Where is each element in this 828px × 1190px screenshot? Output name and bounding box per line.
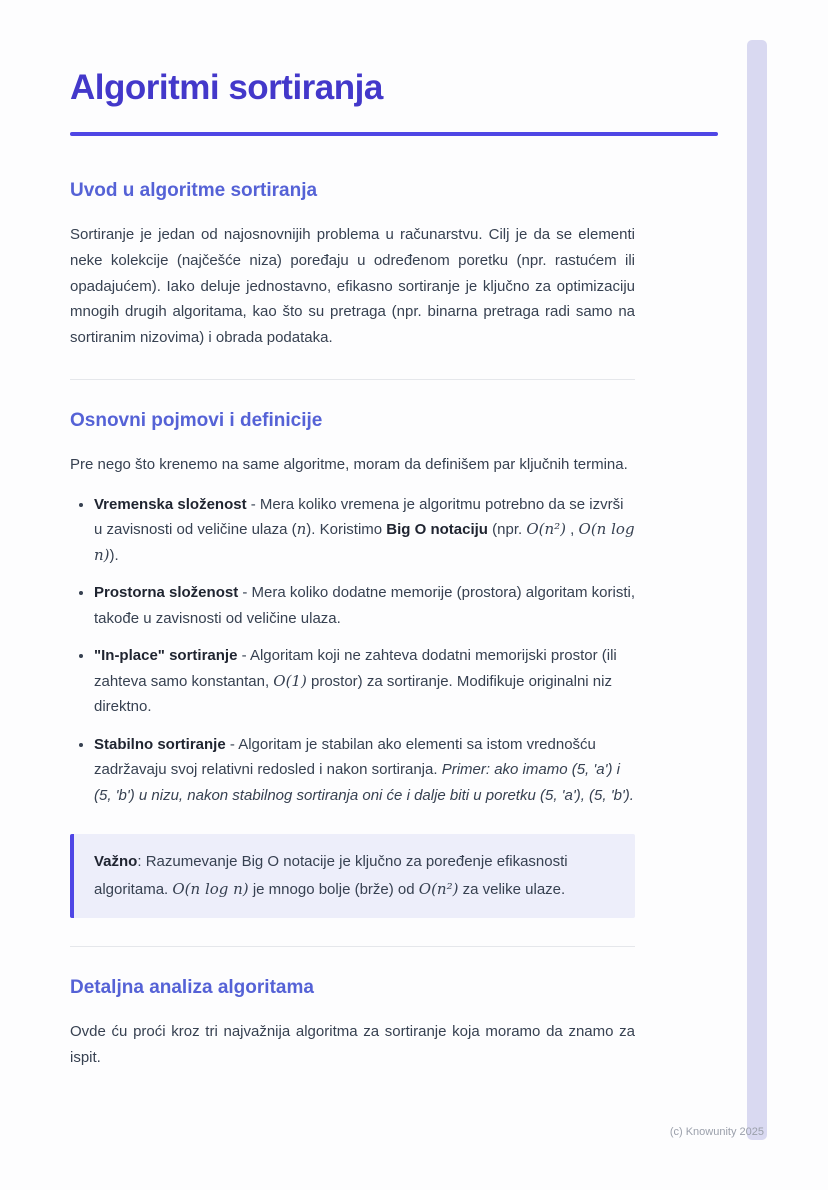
definition-text: - Algoritam je stabilan ako elementi sa istom vrednošću zadržavaju svoj relativni redosled i nakon sortiranja. [94, 735, 596, 779]
math-expression: O(1) [273, 671, 307, 690]
section-divider [70, 946, 635, 947]
term-label: Prostorna složenost [94, 584, 239, 602]
definition-text: prostor) za sortiranje. Modifikuje originalni niz direktno. [94, 672, 612, 716]
callout-body-text: za velike ulaze. [458, 881, 566, 899]
definition-text: ). [109, 546, 119, 564]
term-label: Vremenska složenost [94, 495, 247, 513]
definition-inplace-sorting [94, 643, 635, 720]
section-heading-concepts: Osnovni pojmovi i definicije [70, 409, 323, 431]
section-heading-analysis: Detaljna analiza algoritama [70, 976, 314, 998]
analysis-paragraph: Ovde ću proći kroz tri najvažnija algoritma za sortiranje koja moramo da znamo za ispit. [70, 1022, 635, 1066]
title-accent-rule [70, 132, 718, 136]
concepts-intro-paragraph: Pre nego što krenemo na same algoritme, moram da definišem par ključnih termina. [70, 455, 628, 473]
callout-body-text: : Razumevanje Big O notacije je ključno za poređenje efikasnosti algoritama. [94, 853, 568, 899]
section-analysis [70, 977, 758, 1071]
definition-text: , [566, 521, 579, 539]
section-heading-intro: Uvod u algoritme sortiranja [70, 180, 318, 201]
section-concepts [70, 410, 758, 918]
callout-body-text: je mnogo bolje (brže) od [248, 881, 419, 899]
term-label: Big O notaciju [386, 521, 488, 539]
copyright-note: (c) Knowunity 2025 [669, 1126, 764, 1139]
page-title: Algoritmi sortiranja [70, 68, 383, 107]
important-callout [70, 834, 635, 918]
definition-time-complexity [94, 492, 635, 569]
callout-label: Važno [94, 853, 138, 871]
section-divider [70, 379, 635, 380]
definitions-list [70, 492, 635, 809]
math-expression: O(n log n) [94, 520, 635, 564]
definition-space-complexity [94, 580, 635, 631]
callout-text [94, 848, 615, 904]
math-expression: O(n²) [526, 520, 567, 539]
definition-text: (npr. [487, 521, 527, 539]
term-label: "In-place" sortiranje [94, 647, 238, 665]
scrollbar-track[interactable] [747, 40, 767, 1140]
definition-text: - Mera koliko dodatne memorije (prostora) algoritam koristi, takođe u zavisnosti od veličine ulaza. [94, 584, 636, 627]
math-expression: O(n²) [418, 880, 459, 899]
math-expression: n [296, 520, 307, 539]
intro-paragraph: Sortiranje je jedan od najosnovnijih problema u računarstvu. Cilj je da se elementi neke kolekcije (najčešće niza) poređaju u određenom poretku (npr. rastućem ili opadajućem). Iako deluje jednostavno, efikasno sortiranje je ključno za optimizaciju mnogih drugih algoritama, kao što su pretraga (npr. binarna pretraga radi samo na sortiranim nizovima) i obrada podataka. [70, 226, 635, 347]
definition-text: - Algoritam koji ne zahteva dodatni memorijski prostor (ili zahteva samo konstantan, [94, 647, 617, 690]
section-intro [70, 180, 758, 351]
term-label: Stabilno sortiranje [94, 735, 226, 753]
example-text: Primer: ako imamo (5, 'a') i (5, 'b') u nizu, nakon stabilnog sortiranja oni će i dalje biti u poretku (5, 'a'), (5, 'b'). [94, 761, 634, 804]
math-expression: O(n log n) [172, 880, 249, 899]
definition-text: - Mera koliko vremena je algoritmu potrebno da se izvrši u zavisnosti od veličine ulaza ( [94, 495, 624, 539]
definition-text: ). Koristimo [306, 521, 387, 539]
definition-stable-sorting [94, 732, 635, 809]
